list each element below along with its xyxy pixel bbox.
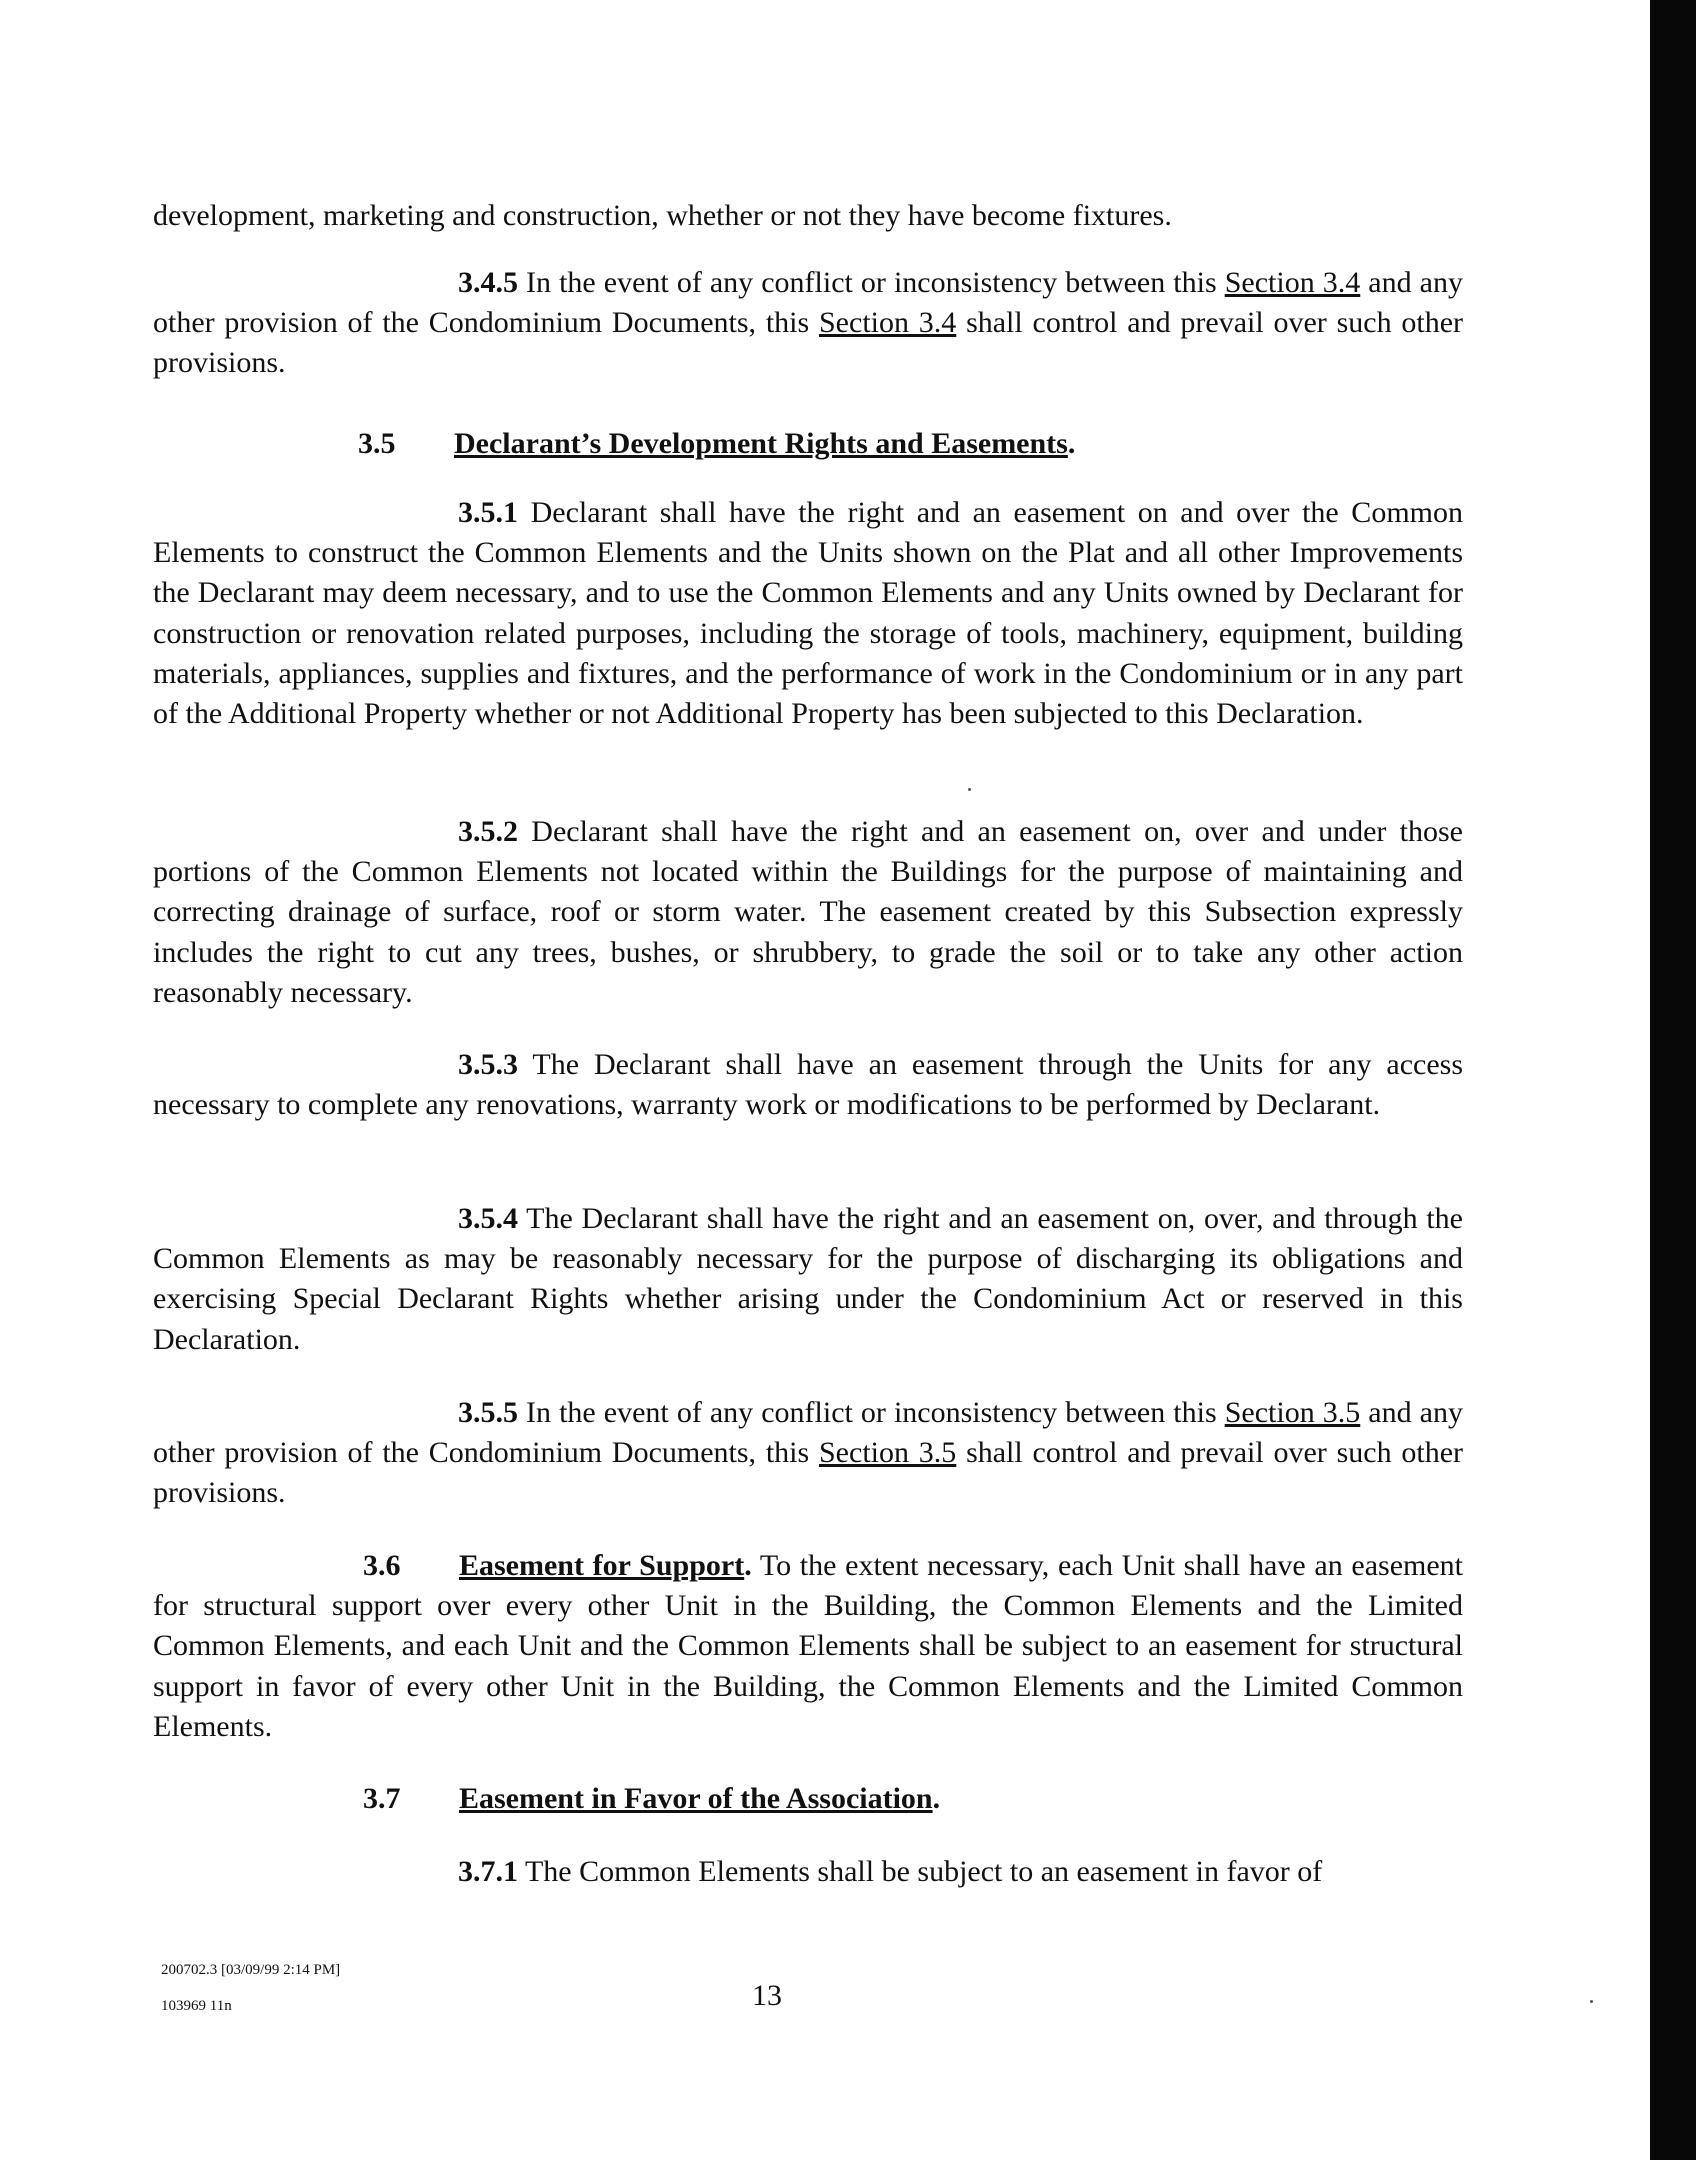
heading-title: Declarant’s Development Rights and Easements bbox=[454, 427, 1068, 460]
paragraph-number: 3.4.5 bbox=[458, 266, 518, 299]
paragraph-3-5-3 bbox=[153, 1045, 1463, 1125]
paragraph-text: The Declarant shall have an easement through the Units for any access necessary to complete any renovations, warranty work or modifications to be performed by Declarant. bbox=[153, 1048, 1463, 1122]
paragraph-text: shall control and prevail over such other provisions. bbox=[153, 306, 1463, 380]
paragraph-text: In the event of any conflict or inconsistency between this bbox=[518, 1396, 1225, 1429]
paragraph-text: The Common Elements shall be subject to an easement in favor of bbox=[518, 1855, 1323, 1888]
paragraph-number: 3.7.1 bbox=[458, 1855, 518, 1888]
paragraph-text: and any other provision of the Condominium Documents, this bbox=[153, 266, 1463, 340]
heading-period: . bbox=[1067, 427, 1076, 460]
paragraph-3-6 bbox=[153, 1546, 1463, 1747]
paragraph-3-5-4 bbox=[153, 1199, 1463, 1360]
paragraph-number: 3.5.4 bbox=[458, 1202, 518, 1235]
paragraph-number: 3.5.5 bbox=[458, 1396, 518, 1429]
section-reference: Section 3.4 bbox=[819, 306, 957, 340]
footer-document-reference: 200702.3 [03/09/99 2:14 PM] bbox=[161, 1962, 341, 1978]
paragraph-3-4-5 bbox=[153, 263, 1463, 384]
paragraph-3-5-2 bbox=[153, 812, 1463, 1013]
paragraph-text: In the event of any conflict or inconsistency between this bbox=[518, 266, 1225, 299]
paragraph-text: To the extent necessary, each Unit shall have an easement for structural support over every other Unit in the Building, the Common Elements and the Limited Common Elements, and each Unit and the Common Elements shall be subject to an easement for structural support in favor of every other Unit in the Building, the Common Elements and the Limited Common Elements. bbox=[153, 1549, 1463, 1743]
scan-speck bbox=[968, 788, 971, 791]
paragraph-text: Declarant shall have the right and an easement on and over the Common Elements to construct the Common Elements and the Units shown on the Plat and all other Improvements the Declarant may deem necessary, and to use the Common Elements and any Units owned by Declarant for construction or renovation related purposes, including the storage of tools, machinery, equipment, building materials, appliances, supplies and fixtures, and the performance of work in the Condominium or in any part of the Additional Property whether or not Additional Property has been subjected to this Declaration. bbox=[153, 496, 1463, 731]
scan-speck bbox=[1590, 2000, 1593, 2003]
top-line: development, marketing and construction, whether or not they have become fixtures. bbox=[153, 199, 1172, 232]
paragraph-text: The Declarant shall have the right and an easement on, over, and through the Common Elements as may be reasonably necessary for the purpose of discharging its obligations and exercising Special Declarant Rights whether arising under the Condominium Act or reserved in this Declaration. bbox=[153, 1202, 1463, 1356]
heading-3-7 bbox=[363, 1779, 940, 1819]
heading-number: 3.7 bbox=[363, 1782, 401, 1815]
paragraph-3-5-1 bbox=[153, 493, 1463, 734]
scan-border-edge bbox=[1650, 0, 1696, 2160]
paragraph-number: 3.5.3 bbox=[458, 1048, 518, 1081]
section-reference: Section 3.5 bbox=[1224, 1396, 1361, 1429]
paragraph-number: 3.5.2 bbox=[458, 815, 518, 848]
heading-3-5 bbox=[358, 424, 1075, 464]
paragraph-text: and any other provision of the Condominium Documents, this bbox=[153, 1396, 1463, 1470]
paragraph-3-7-1 bbox=[153, 1852, 1463, 1892]
paragraph-title-period: . bbox=[744, 1549, 752, 1582]
paragraph-text: shall control and prevail over such other provisions. bbox=[153, 1436, 1463, 1510]
paragraph-title: Easement for Support bbox=[459, 1549, 745, 1582]
paragraph-text: Declarant shall have the right and an easement on, over and under those portions of the Common Elements not located within the Buildings for the purpose of maintaining and correcting drainage of surface, roof or storm water. The easement created by this Subsection expressly includes the right to cut any trees, bushes, or shrubbery, to grade the soil or to take any other action reasonably necessary. bbox=[153, 815, 1463, 1009]
footer-file-reference: 103969 11n bbox=[161, 1998, 232, 2014]
heading-period: . bbox=[932, 1782, 941, 1815]
heading-number: 3.5 bbox=[358, 427, 396, 460]
section-reference: Section 3.4 bbox=[1224, 266, 1361, 299]
page-number: 13 bbox=[752, 1979, 782, 2012]
paragraph-3-5-5 bbox=[153, 1393, 1463, 1514]
section-reference: Section 3.5 bbox=[819, 1436, 957, 1470]
paragraph-number: 3.5.1 bbox=[458, 496, 518, 529]
paragraph-number: 3.6 bbox=[363, 1549, 401, 1582]
heading-title: Easement in Favor of the Association bbox=[459, 1782, 933, 1815]
